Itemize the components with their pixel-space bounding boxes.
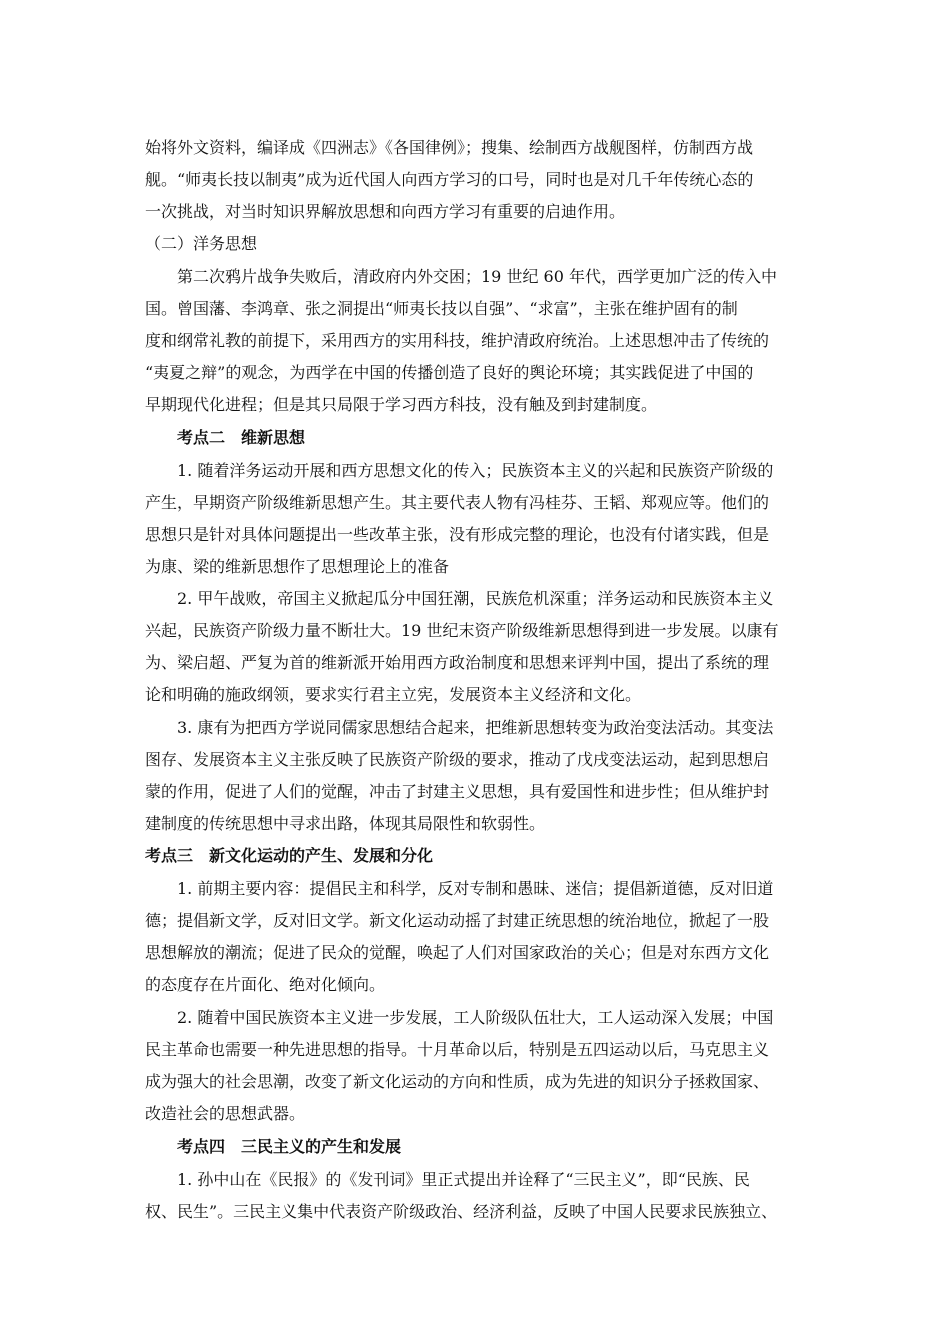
body-text-line: 民主革命也需要一种先进思想的指导。十月革命以后，特别是五四运动以后，马克思主义 <box>145 1040 770 1059</box>
body-text-line: 图存、发展资本主义主张反映了民族资产阶级的要求，推动了戊戌变法运动，起到思想启 <box>145 750 770 769</box>
body-text-line: 早期现代化进程；但是其只局限于学习西方科技，没有触及到封建制度。 <box>145 395 658 414</box>
body-text-line: 兴起，民族资产阶级力量不断壮大。19 世纪末资产阶级维新思想得到进一步发展。以康有 <box>145 621 779 640</box>
body-text-line: 思想只是针对具体问题提出一些改革主张，没有形成完整的理论，也没有付诸实践，但是 <box>145 525 770 544</box>
body-text-line: 德；提倡新文学，反对旧文学。新文化运动动摇了封建正统思想的统治地位，掀起了一股 <box>145 911 770 930</box>
paragraph-first-line: 1. 随着洋务运动开展和西方思想文化的传入；民族资本主义的兴起和民族资产阶级的 <box>177 461 774 480</box>
paragraph-first-line: 3. 康有为把西方学说同儒家思想结合起来，把维新思想转变为政治变法活动。其变法 <box>177 718 774 737</box>
body-text-line: 思想解放的潮流；促进了民众的觉醒，唤起了人们对国家政治的关心；但是对东西方文化 <box>145 943 770 962</box>
section-heading: 考点二 维新思想 <box>177 428 306 447</box>
section-heading: 考点三 新文化运动的产生、发展和分化 <box>145 846 434 865</box>
body-text-line: 的态度存在片面化、绝对化倾向。 <box>145 975 386 994</box>
body-text-line: 国。曾国藩、李鸿章、张之洞提出“师夷长技以自强”、“求富”，主张在维护固有的制 <box>145 299 738 318</box>
body-text-line: 蒙的作用，促进了人们的觉醒，冲击了封建主义思想，具有爱国性和进步性；但从维护封 <box>145 782 770 801</box>
body-text-line: 始将外文资料，编译成《四洲志》《各国律例》；搜集、绘制西方战舰图样，仿制西方战 <box>145 138 754 157</box>
body-text-line: 建制度的传统思想中寻求出路，体现其局限性和软弱性。 <box>145 814 546 833</box>
body-text-line: 为康、梁的维新思想作了思想理论上的准备 <box>145 557 450 576</box>
body-text-line: 度和纲常礼教的前提下，采用西方的实用科技，维护清政府统治。上述思想冲击了传统的 <box>145 331 770 350</box>
body-text-line: 权、民生”。三民主义集中代表资产阶级政治、经济利益，反映了中国人民要求民族独立、 <box>145 1202 778 1221</box>
paragraph-first-line: 2. 随着中国民族资本主义进一步发展，工人阶级队伍壮大，工人运动深入发展；中国 <box>177 1008 774 1027</box>
body-text-line: 论和明确的施政纲领，要求实行君主立宪，发展资本主义经济和文化。 <box>145 685 642 704</box>
paragraph-first-line: 1. 孙中山在《民报》的《发刊词》里正式提出并诠释了“三民主义”，即“民族、民 <box>177 1170 750 1189</box>
section-heading: 考点四 三民主义的产生和发展 <box>177 1137 402 1156</box>
section-subheading: （二）洋务思想 <box>145 234 258 253</box>
body-text-line: 为、梁启超、严复为首的维新派开始用西方政治制度和思想来评判中国，提出了系统的理 <box>145 653 770 672</box>
paragraph-first-line: 第二次鸦片战争失败后，清政府内外交困；19 世纪 60 年代，西学更加广泛的传入中 <box>177 267 777 286</box>
paragraph-first-line: 1. 前期主要内容：提倡民主和科学，反对专制和愚昧、迷信；提倡新道德，反对旧道 <box>177 879 774 898</box>
body-text-line: 产生，早期资产阶级维新思想产生。其主要代表人物有冯桂芬、王韬、郑观应等。他们的 <box>145 493 770 512</box>
body-text-line: 成为强大的社会思潮，改变了新文化运动的方向和性质，成为先进的知识分子拯救国家、 <box>145 1072 770 1091</box>
body-text-line: 一次挑战，对当时知识界解放思想和向西方学习有重要的启迪作用。 <box>145 202 626 221</box>
body-text-line: 改造社会的思想武器。 <box>145 1104 306 1123</box>
paragraph-first-line: 2. 甲午战败，帝国主义掀起瓜分中国狂潮，民族危机深重；洋务运动和民族资本主义 <box>177 589 774 608</box>
body-text-line: 舰。“师夷长技以制夷”成为近代国人向西方学习的口号，同时也是对几千年传统心态的 <box>145 170 754 189</box>
body-text-line: “夷夏之辩”的观念，为西学在中国的传播创造了良好的舆论环境；其实践促进了中国的 <box>145 363 754 382</box>
